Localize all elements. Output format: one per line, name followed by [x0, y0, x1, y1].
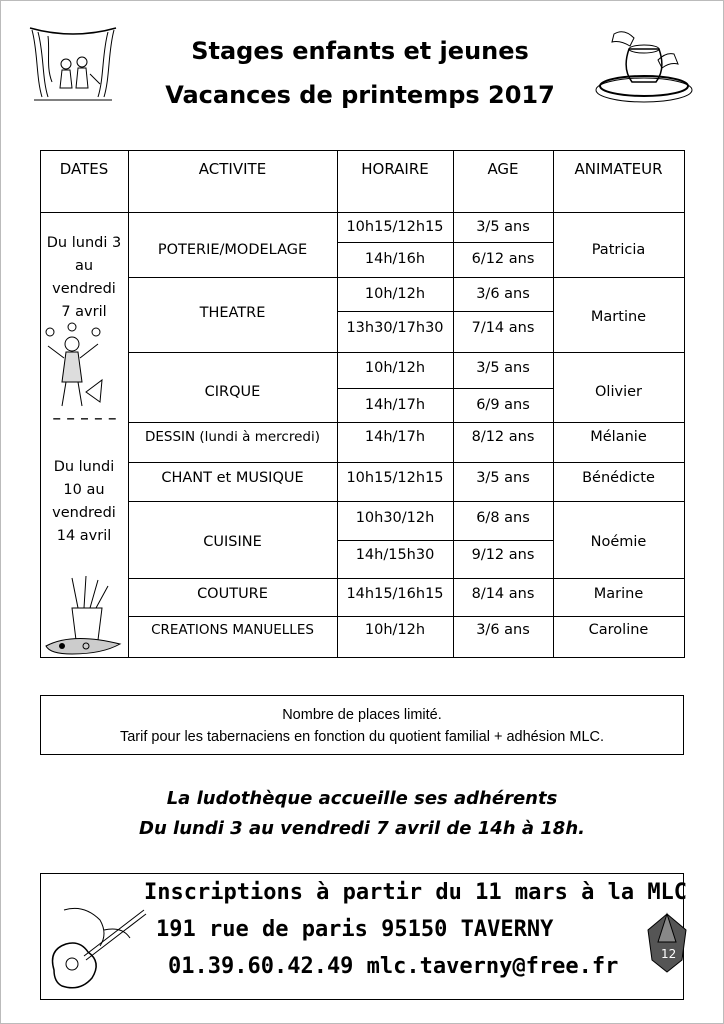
age-cell: 3/5 ans	[476, 219, 530, 235]
horaire-cell: 14h/15h30	[355, 547, 435, 563]
header-animateur: ANIMATEUR	[574, 160, 663, 178]
header-dates: DATES	[59, 160, 109, 178]
activity-couture: COUTURE	[197, 586, 268, 602]
horaire-cell: 14h/17h	[364, 429, 426, 445]
animateur-cell: Patricia	[591, 242, 646, 258]
dice-icon	[646, 912, 688, 974]
age-cell: 8/14 ans	[471, 586, 535, 602]
activity-chant: CHANT et MUSIQUE	[161, 470, 304, 486]
header-age: AGE	[487, 160, 519, 178]
guitar-icon	[44, 900, 154, 996]
age-cell: 7/14 ans	[471, 320, 535, 336]
age-cell: 9/12 ans	[471, 547, 535, 563]
horaire-cell: 14h15/16h15	[346, 586, 444, 602]
horaire-cell: 14h/17h	[364, 397, 426, 413]
horaire-cell: 14h/16h	[364, 251, 426, 267]
horaire-cell: 10h30/12h	[355, 510, 435, 526]
header-activite: ACTIVITE	[198, 160, 267, 178]
horaire-cell: 10h/12h	[364, 622, 426, 638]
age-cell: 6/9 ans	[476, 397, 530, 413]
activity-theatre: THEATRE	[199, 305, 266, 321]
inscriptions-contact: 01.39.60.42.49 mlc.taverny@free.fr	[168, 954, 619, 979]
age-cell: 3/5 ans	[476, 470, 530, 486]
horaire-cell: 10h15/12h15	[346, 219, 444, 235]
animateur-cell: Caroline	[588, 622, 649, 638]
juggler-icon	[42, 322, 106, 414]
activity-cuisine: CUISINE	[203, 534, 262, 550]
horaire-cell: 10h15/12h15	[346, 470, 444, 486]
animateur-cell: Mélanie	[590, 429, 647, 445]
ludotheque-line-1: La ludothèque accueille ses adhérents	[166, 788, 558, 809]
age-cell: 3/6 ans	[476, 622, 530, 638]
page-title: Stages enfants et jeunes	[191, 37, 529, 65]
dates-separator: _ _ _ _ _	[53, 404, 117, 420]
theatre-curtain-icon	[28, 22, 118, 107]
ludotheque-line-2: Du lundi 3 au vendredi 7 avril de 14h à 18h.	[139, 818, 585, 839]
animateur-cell: Noémie	[590, 534, 647, 550]
horaire-cell: 13h30/17h30	[346, 320, 444, 336]
activity-creations: CREATIONS MANUELLES	[151, 622, 314, 638]
pottery-wheel-icon	[594, 24, 694, 109]
animateur-cell: Olivier	[595, 384, 642, 400]
age-cell: 6/8 ans	[476, 510, 530, 526]
age-cell: 3/5 ans	[476, 360, 530, 376]
dates-period-1: Du lundi 3 au vendredi 7 avril	[46, 235, 122, 320]
inscriptions-address: 191 rue de paris 95150 TAVERNY	[156, 917, 554, 942]
dates-period-2: Du lundi 10 au vendredi 14 avril	[52, 459, 116, 544]
activity-dessin: DESSIN (lundi à mercredi)	[144, 429, 321, 445]
svg-text:12: 12	[661, 947, 677, 961]
header-horaire: HORAIRE	[361, 160, 429, 178]
animateur-cell: Martine	[590, 309, 647, 325]
horaire-cell: 10h/12h	[364, 360, 426, 376]
page-subtitle: Vacances de printemps 2017	[165, 81, 555, 109]
places-limit-text: Nombre de places limité.	[282, 707, 442, 723]
age-cell: 3/6 ans	[476, 286, 530, 302]
animateur-cell: Marine	[593, 586, 644, 602]
tarif-text: Tarif pour les tabernaciens en fonction du quotient familial + adhésion MLC.	[119, 729, 605, 745]
paint-brushes-icon	[42, 574, 126, 656]
animateur-cell: Bénédicte	[582, 470, 655, 486]
info-box	[40, 695, 684, 755]
age-cell: 8/12 ans	[471, 429, 535, 445]
age-cell: 6/12 ans	[471, 251, 535, 267]
activity-cirque: CIRQUE	[204, 384, 261, 400]
inscriptions-date: Inscriptions à partir du 11 mars à la MLC	[144, 880, 688, 905]
activity-poterie: POTERIE/MODELAGE	[157, 242, 308, 258]
horaire-cell: 10h/12h	[364, 286, 426, 302]
